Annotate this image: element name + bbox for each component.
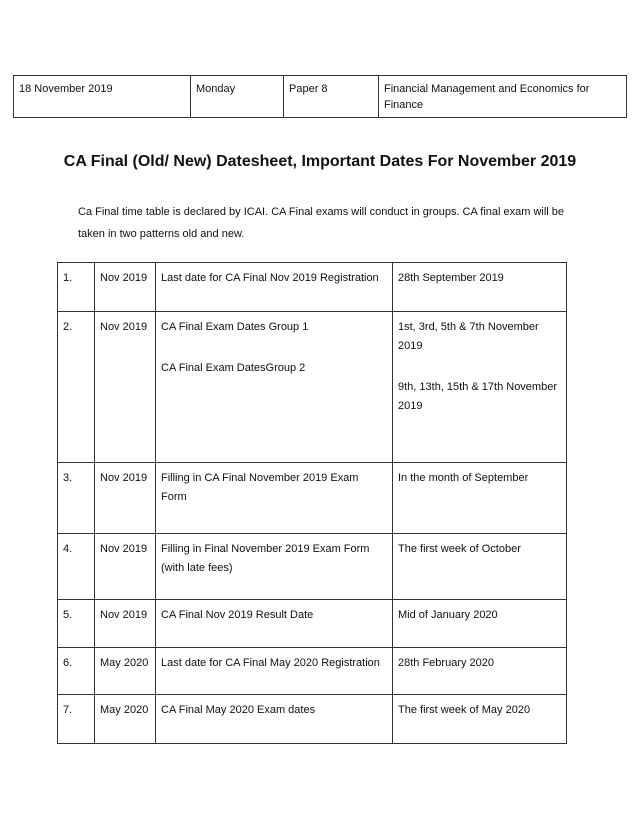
event-cell (156, 312, 393, 463)
date-cell (393, 312, 567, 463)
intro-paragraph: Ca Final time table is declared by ICAI. CA Final exams will conduct in groups. CA final exam will be taken in two patterns old and new. (78, 206, 565, 240)
date-cell: The first week of October (393, 534, 567, 600)
session-cell: Nov 2019 (95, 600, 156, 648)
table-row (14, 76, 627, 118)
event-cell: Last date for CA Final May 2020 Registration (156, 648, 393, 695)
date-cell: 28th September 2019 (393, 263, 567, 312)
session-cell: Nov 2019 (95, 463, 156, 534)
table-row (58, 263, 567, 312)
date-group-1: 1st, 3rd, 5th & 7th November 2019 (398, 321, 539, 352)
event-cell: Filling in Final November 2019 Exam Form (with late fees) (156, 534, 393, 600)
exam-date-cell: 18 November 2019 (14, 76, 191, 118)
date-group-2: 9th, 13th, 15th & 17th November 2019 (398, 381, 557, 412)
date-cell: 28th February 2020 (393, 648, 567, 695)
date-cell: In the month of September (393, 463, 567, 534)
exam-schedule-row-table (13, 75, 627, 118)
paper-cell: Paper 8 (284, 76, 379, 118)
event-group-2: CA Final Exam DatesGroup 2 (161, 362, 306, 374)
table-row (58, 695, 567, 744)
table-row (58, 600, 567, 648)
page-heading: CA Final (Old/ New) Datesheet, Important Dates For November 2019 (63, 153, 577, 170)
event-cell: Filling in CA Final November 2019 Exam Form (156, 463, 393, 534)
session-cell: Nov 2019 (95, 312, 156, 463)
session-cell: Nov 2019 (95, 534, 156, 600)
event-cell: CA Final Nov 2019 Result Date (156, 600, 393, 648)
row-number: 6. (58, 648, 95, 695)
event-group-1: CA Final Exam Dates Group 1 (161, 321, 309, 333)
date-cell: The first week of May 2020 (393, 695, 567, 744)
subject-cell: Financial Management and Economics for Finance (379, 76, 627, 118)
event-cell: Last date for CA Final Nov 2019 Registration (156, 263, 393, 312)
row-number: 4. (58, 534, 95, 600)
row-number: 3. (58, 463, 95, 534)
session-cell: Nov 2019 (95, 263, 156, 312)
table-row (58, 648, 567, 695)
exam-day-cell: Monday (191, 76, 284, 118)
table-row (58, 312, 567, 463)
session-cell: May 2020 (95, 695, 156, 744)
session-cell: May 2020 (95, 648, 156, 695)
row-number: 5. (58, 600, 95, 648)
row-number: 2. (58, 312, 95, 463)
event-cell: CA Final May 2020 Exam dates (156, 695, 393, 744)
table-row (58, 534, 567, 600)
row-number: 1. (58, 263, 95, 312)
date-cell: Mid of January 2020 (393, 600, 567, 648)
important-dates-table (57, 262, 567, 744)
table-row (58, 463, 567, 534)
row-number: 7. (58, 695, 95, 744)
